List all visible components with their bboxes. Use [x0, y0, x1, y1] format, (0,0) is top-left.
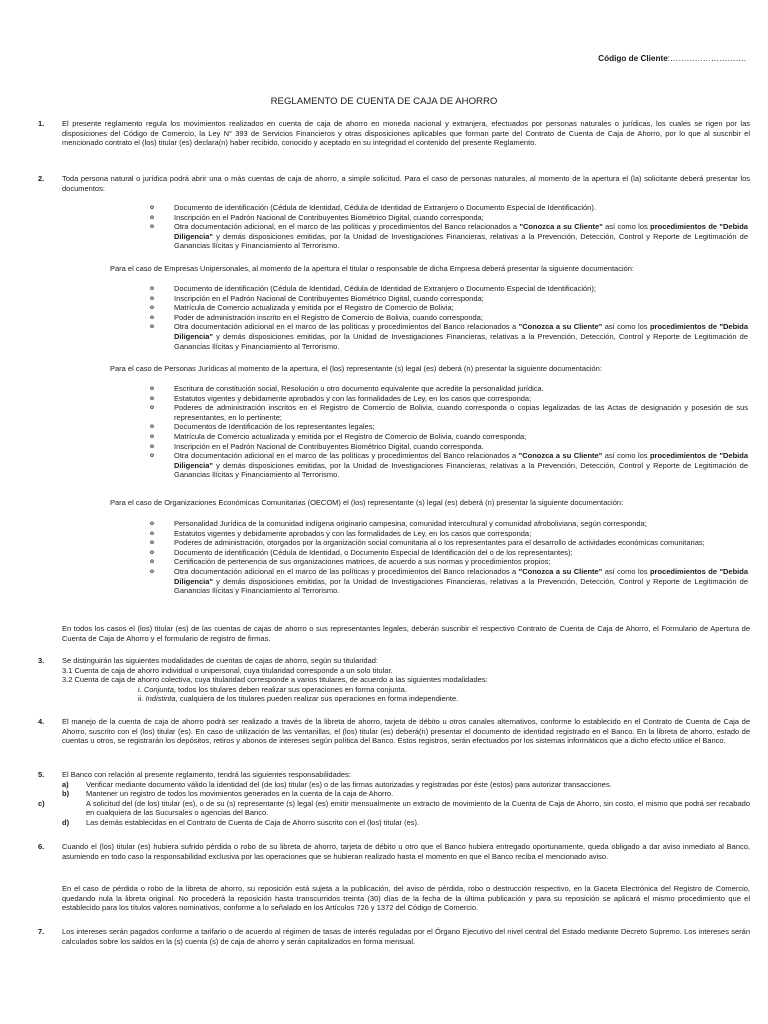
list-item: o Poderes de administración, otorgados por la organización social comunitaria al o los representantes para el desarrollo de actividades económicas comunitarias;	[150, 538, 748, 548]
section-5	[38, 770, 750, 828]
paragraph-all-cases: En todos los casos el (los) titular (es) de las cuentas de cajas de ahorro o sus representantes legales, deberán suscribir el respectivo Contrato de Cuenta de Caja de Ahorro, el Formulario de Apertura de Cuenta de Caja de Ahorro y el formulario de registro de firmas.	[62, 624, 750, 643]
list-item: o Estatutos vigentes y debidamente aprobados y con las formalidades de Ley, en los casos que corresponda;	[150, 529, 748, 539]
responsibility-a: a) Verificar mediante documento válido la identidad del (de los) titular (es) o de las firmas autorizadas y registradas por éste (estos) para autorizar transacciones.	[62, 779, 612, 789]
section-7	[38, 927, 750, 946]
section-text: El manejo de la cuenta de caja de ahorro podrá ser realizado a través de la libreta de ahorro, tarjeta de débito u otros canales alternativos, conforme lo establecido en el Contrato de Cuenta de Caja de Ahorro, suscrito con el (los) titular (es). En caso de utilización de las ventanillas, el (los) titular (es) deberá(n) presentar el documento de identidad registrado en el Banco. En la libreta de ahorro, estado de cuentas u otros, se registrarán los depósitos, retiros y abonos de intereses según política del Banco. Estos registros, serán efectuados por los sistemas informáticos que a dicho efecto utilice el Banco.	[62, 717, 750, 746]
list-item: o Personalidad Jurídica de la comunidad indígena originario campesina, comunidad intercultural y comunidad afroboliviana, según corresponda;	[150, 519, 748, 529]
responsibility-d: d) Las demás establecidas en el Contrato de Cuenta de Caja de Ahorro suscrito con el (los) titular (es).	[62, 817, 420, 827]
paragraph-oecom: Para el caso de Organizaciones Económicas Comunitarias (OECOM) el (los) representante (s) legal (es) deberá (n) presentar la siguiente documentación:	[110, 498, 624, 507]
paragraph-lost-passbook: En el caso de pérdida o robo de la libreta de ahorro, su reposición está sujeta a la publicación, del aviso de pérdida, robo o destrucción respectivo, en la Gaceta Electrónica del Registro de Comercio, quedando nula la libreta original. No procederá la reposición hasta transcurridos treinta (30) días de la fecha de la última publicación y para su reposición se aplicará el mismo procedimiento que el establecido para los títulos valores nominativos, conforme a lo señalado en los Artículos 726 y 1372 del Código de Comercio.	[62, 884, 750, 913]
list-item: o Poder de administración inscrito en el Registro de Comercio de Bolivia, cuando corresponda;	[150, 313, 748, 323]
paragraph-legal-entities: Para el caso de Personas Jurídicas al momento de la apertura, el (los) representante (s) legal (es) deberá (n) presentar la siguiente documentación:	[110, 364, 602, 373]
section-number: 3.	[38, 656, 45, 665]
section-1	[38, 119, 750, 148]
section-text: Cuando el (los) titular (es) hubiera sufrido pérdida o robo de su libreta de ahorro, tarjeta de débito u otro que el Banco hubiera entregado oportunamente, queda obligado a dar aviso inmediato al Banco, asumiendo en todo caso la responsabilidad exclusiva por las operaciones que se hubieran realizado hasta el momento en que el Banco reciba el mencionado aviso.	[62, 842, 750, 861]
list-item: o Matrícula de Comercio actualizada y emitida por el Registro de Comercio de Bolivia;	[150, 303, 748, 313]
section-number: 2.	[38, 174, 45, 183]
paragraph-unipersonal: Para el caso de Empresas Unipersonales, al momento de la apertura el titular o responsable de dicha Empresa deberá presentar la siguiente documentación:	[110, 264, 635, 273]
client-code-value: :……………………….	[667, 54, 746, 63]
list-item: o Inscripción en el Padrón Nacional de Contribuyentes Biométrico Digital, cuando corresponda.	[150, 442, 748, 452]
section-2	[38, 174, 750, 193]
list-item: o Escritura de constitución social, Resolución u otro documento equivalente que acredite la personalidad jurídica.	[150, 384, 748, 394]
list-item: o Poderes de administración inscritos en el Registro de Comercio de Bolivia, cuando corresponda o copias legalizadas de las Actas de designación y posesión de sus representantes, en lo pertinente;	[150, 403, 748, 422]
legal-entity-docs-list	[150, 384, 748, 480]
section-text: El presente reglamento regula los movimientos realizados en cuenta de caja de ahorro en moneda nacional y extranjera, efectuados por personas naturales o jurídicas, los cuales se rigen por las disposiciones del Código de Comercio, la Ley N° 393 de Servicios Financieros y otras disposiciones aplicables que forman parte del Contrato de Cuenta de Caja de Ahorro, por lo que al suscribir el mencionado contrato el (los) titular (es) declara(n) haber recibido, conocido y aceptado en su integridad el contenido del presente Reglamento.	[62, 119, 750, 148]
list-item: o Otra documentación adicional en el marco de las políticas y procedimientos del Banco relacionados a "Conozca a su Cliente" así como los procedimientos de "Debida Diligencia" y demás disposiciones emitidas, por la Unidad de Investigaciones Financieras, relativas a la Prevención, Detección, Control y Reporte de Legitimación de Ganancias Ilícitas y Financiamiento al Terrorismo.	[150, 451, 748, 480]
section-text: El Banco con relación al presente reglamento, tendrá las siguientes responsabilidades: a) Verificar mediante documento válido la identidad del (de los) titular (es) o de las firmas autorizadas y registradas por éste (estos) para autorizar transacciones. b) Mantener un registro de todos los movimientos generados en la cuenta de la caja de Ahorro. c) A solicitud del (de los) titular (es), o de su (s) representante (s) legal (es) emitir mensualmente un extracto de movimiento de la Cuenta de Caja de Ahorro, sin costo, el mismo que podrá ser recabado en cualquiera de las Sucursales o agencias del Banco. d) Las demás establecidas en el Contrato de Cuenta de Caja de Ahorro suscrito con el (los) titular (es).	[38, 770, 750, 827]
responsibility-c: c) A solicitud del (de los) titular (es), o de su (s) representante (s) legal (es) emitir mensualmente un extracto de movimiento de la Cuenta de Caja de Ahorro, sin costo, el mismo que podrá ser recabado en cualquiera de las Sucursales o agencias del Banco.	[38, 798, 750, 818]
list-item: o Documento de identificación (Cédula de Identidad, Cédula de Identidad de Extranjero o Documento Especial de Identificación);	[150, 284, 748, 294]
section-text: Se distinguirán las siguientes modalidades de cuentas de cajas de ahorro, según su titularidad: 3.1 Cuenta de caja de ahorro individual o unipersonal, cuya titularidad corresponde a un solo titular. 3.2 Cuenta de caja de ahorro colectiva, cuya titularidad corresponde a varios titulares, de acuerdo a las siguientes modalidades: i. Conjunta, todos los titulares deben realizar sus operaciones en forma conjunta. ii. Indistinta, cualquiera de los titulares pueden realizar sus operaciones en forma independiente.	[62, 656, 750, 704]
document-title: REGLAMENTO DE CUENTA DE CAJA DE AHORRO	[270, 96, 498, 107]
section-number: 1.	[38, 119, 45, 128]
modality-indistinta: ii. Indistinta, cualquiera de los titulares pueden realizar sus operaciones en forma independiente.	[138, 694, 459, 704]
section-number: 6.	[38, 842, 45, 851]
section-3	[38, 656, 750, 704]
section-6	[38, 842, 750, 861]
responsibility-b: b) Mantener un registro de todos los movimientos generados en la cuenta de la caja de Ahorro.	[62, 789, 394, 799]
section-text: Toda persona natural o jurídica podrá abrir una o más cuentas de caja de ahorro, a simple solicitud. Para el caso de personas naturales, al momento de la apertura el (la) solicitante deberá presentar los documentos:	[62, 174, 750, 193]
client-code-label: Código de Cliente	[598, 54, 668, 63]
list-item: o Inscripción en el Padrón Nacional de Contribuyentes Biométrico Digital, cuando corresponda;	[150, 294, 748, 304]
list-item: o Otra documentación adicional, en el marco de las políticas y procedimientos del Banco relacionados a "Conozca a su Cliente" así como los procedimientos de "Debida Diligencia" y demás disposiciones emitidas, por la Unidad de Investigaciones Financieras, relativas a la Prevención, Detección, Control y Reporte de Legitimación de Ganancias Ilícitas y Financiamiento al Terrorismo.	[150, 222, 748, 251]
list-item: o Documentos de Identificación de los representantes legales;	[150, 422, 748, 432]
section-number: 5.	[38, 770, 45, 779]
section-number: 4.	[38, 717, 45, 726]
natural-person-docs-list	[150, 203, 748, 251]
modality-conjunta: i. Conjunta, todos los titulares deben realizar sus operaciones en forma conjunta.	[138, 684, 407, 694]
section-4	[38, 717, 750, 746]
list-item: o Documento de identificación (Cédula de Identidad, Cédula de Identidad de Extranjero o Documento Especial de Identificación).	[150, 203, 748, 213]
list-item: o Inscripción en el Padrón Nacional de Contribuyentes Biométrico Digital, cuando corresponda;	[150, 213, 748, 223]
list-item: o Otra documentación adicional en el marco de las políticas y procedimientos del Banco relacionados a "Conozca a su Cliente" así como los procedimientos de "Debida Diligencia" y demás disposiciones emitidas, por la Unidad de Investigaciones Financieras, relativas a la Prevención, Detección, Control y Reporte de Legitimación de Ganancias Ilícitas y Financiamiento al Terrorismo.	[150, 322, 748, 351]
list-item: o Certificación de pertenencia de sus organizaciones matrices, de acuerdo a sus normas y procedimientos propios;	[150, 557, 748, 567]
list-item: o Matrícula de Comercio actualizada y emitida por el Registro de Comercio de Bolivia, cuando corresponda;	[150, 432, 748, 442]
section-text: Los intereses serán pagados conforme a tarifario o de acuerdo al régimen de tasas de interés reguladas por el Órgano Ejecutivo del nivel central del Estado mediante Decreto Supremo. Los intereses serán calculados sobre los saldos en la (s) cuenta (s) de caja de ahorro y serán capitalizados en forma mensual.	[62, 927, 750, 946]
oecom-docs-list	[150, 519, 748, 596]
unipersonal-docs-list	[150, 284, 748, 351]
list-item: o Otra documentación adicional en el marco de las políticas y procedimientos del Banco relacionados a "Conozca a su Cliente" así como los procedimientos de "Debida Diligencia" y demás disposiciones emitidas, por la Unidad de Investigaciones Financieras, relativas a la Prevención, Detección, Control y Reporte de Legitimación de Ganancias Ilícitas y Financiamiento al Terrorismo.	[150, 567, 748, 596]
section-number: 7.	[38, 927, 45, 936]
list-item: o Documento de identificación (Cédula de Identidad, o Documento Especial de Identificación del o de los representantes);	[150, 548, 748, 558]
client-code	[598, 54, 746, 63]
list-item: o Estatutos vigentes y debidamente aprobados y con las formalidades de Ley, en los casos que corresponda;	[150, 394, 748, 404]
